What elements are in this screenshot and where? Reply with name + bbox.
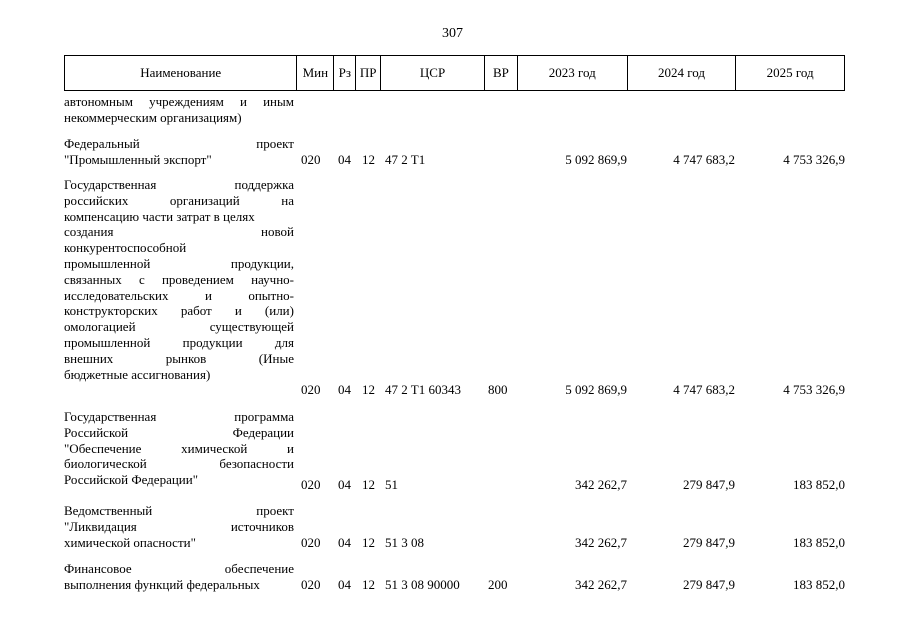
header-2025: 2025 год	[766, 65, 814, 80]
row-cells	[64, 577, 845, 593]
name-line: омологацией существующей	[64, 319, 294, 335]
name-line: "Промышленный экспорт"	[64, 151, 212, 167]
cell-2023: 342 262,7	[575, 535, 627, 550]
row-cells	[64, 382, 845, 398]
header-csr: ЦСР	[381, 56, 485, 90]
cell-min: 020	[301, 382, 321, 397]
cell-rz: 04	[338, 477, 351, 492]
name-line: бюджетные ассигнования)	[64, 366, 211, 382]
cell-2024: 279 847,9	[683, 477, 735, 492]
cell-csr: 47 2 T1 60343	[385, 382, 461, 397]
cell-csr: 51	[385, 477, 398, 492]
header-2024: 2024 год	[628, 56, 737, 90]
name-line: "Ликвидация источников	[64, 518, 294, 534]
cell-2024: 279 847,9	[683, 577, 735, 592]
name-line: Федеральный проект	[64, 136, 294, 151]
cell-min: 020	[301, 577, 321, 592]
cell-2023: 5 092 869,9	[565, 152, 627, 167]
cell-pr: 12	[362, 577, 375, 592]
cell-2024: 4 747 683,2	[673, 382, 735, 397]
cell-2023: 342 262,7	[575, 577, 627, 592]
row-name	[64, 177, 294, 382]
cell-rz: 04	[338, 382, 351, 397]
cell-csr: 51 3 08 90000	[385, 577, 460, 592]
row-cells	[64, 535, 845, 551]
name-line: российских организаций на	[64, 192, 294, 208]
cell-csr: 51 3 08	[385, 535, 424, 550]
name-line: внешних рынков (Иные	[64, 350, 294, 366]
name-line: создания новой	[64, 224, 294, 240]
row-name	[64, 94, 294, 126]
name-line: промышленной продукции,	[64, 255, 294, 271]
cell-min: 020	[301, 477, 321, 492]
name-line: Российской Федерации"	[64, 472, 199, 488]
header-name: Наименование	[65, 56, 297, 90]
name-line: биологической безопасности	[64, 456, 294, 472]
name-line: некоммерческим организациям)	[64, 109, 242, 125]
cell-rz: 04	[338, 535, 351, 550]
cell-min: 020	[301, 535, 321, 550]
cell-2025: 4 753 326,9	[783, 152, 845, 167]
cell-2024: 4 747 683,2	[673, 152, 735, 167]
page-number: 307	[442, 26, 463, 41]
header-min: Мин	[297, 56, 334, 90]
name-line: связанных с проведением научно-	[64, 271, 294, 287]
name-line: конструкторских работ и (или)	[64, 303, 294, 319]
cell-2025: 183 852,0	[793, 477, 845, 492]
cell-2025: 4 753 326,9	[783, 382, 845, 397]
name-line: конкурентоспособной	[64, 240, 187, 256]
cell-vr: 200	[488, 577, 508, 592]
cell-pr: 12	[362, 382, 375, 397]
cell-2025: 183 852,0	[793, 535, 845, 550]
header-rz: Рз	[334, 56, 356, 90]
cell-2025: 183 852,0	[793, 577, 845, 592]
cell-pr: 12	[362, 535, 375, 550]
cell-vr: 800	[488, 382, 508, 397]
name-line: химической опасности"	[64, 534, 196, 550]
header-pr: ПР	[356, 56, 381, 90]
name-line: "Обеспечение химической и	[64, 440, 294, 456]
header-vr: ВР	[485, 56, 518, 90]
cell-pr: 12	[362, 152, 375, 167]
name-line: компенсацию части затрат в целях	[64, 208, 255, 224]
cell-min: 020	[301, 152, 321, 167]
cell-rz: 04	[338, 152, 351, 167]
name-line: автономным учреждениям и иным	[64, 94, 294, 109]
cell-csr: 47 2 T1	[385, 152, 426, 167]
name-line: Российской Федерации	[64, 424, 294, 440]
cell-2024: 279 847,9	[683, 535, 735, 550]
cell-pr: 12	[362, 477, 375, 492]
row-cells	[64, 152, 845, 168]
cell-2023: 342 262,7	[575, 477, 627, 492]
name-line: Государственная поддержка	[64, 177, 294, 192]
name-line: Ведомственный проект	[64, 503, 294, 518]
table-header	[64, 55, 845, 91]
cell-rz: 04	[338, 577, 351, 592]
header-2023: 2023 год	[518, 56, 628, 90]
name-line: промышленной продукции для	[64, 334, 294, 350]
row-cells	[64, 477, 845, 493]
name-line: выполнения функций федеральных	[64, 576, 260, 592]
name-line: Финансовое обеспечение	[64, 561, 294, 576]
name-line: исследовательских и опытно-	[64, 287, 294, 303]
name-line: Государственная программа	[64, 409, 294, 424]
cell-2023: 5 092 869,9	[565, 382, 627, 397]
